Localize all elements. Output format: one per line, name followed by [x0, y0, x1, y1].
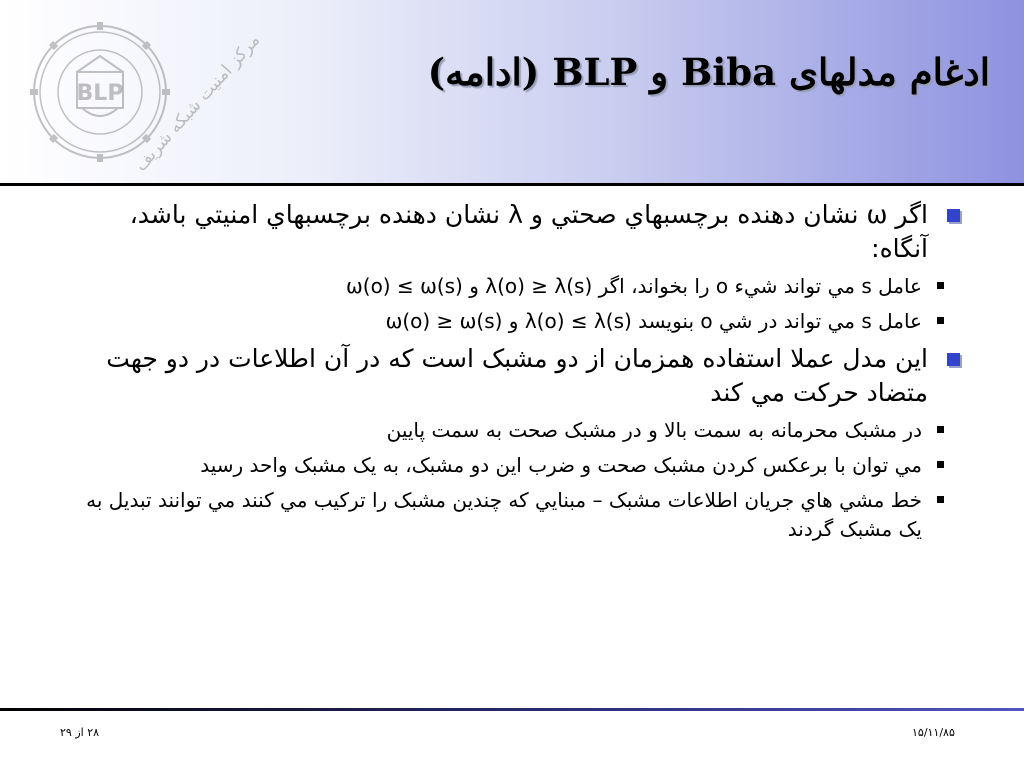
small-square-bullet-icon [937, 461, 944, 468]
sub-bullet-text: عامل s مي تواند شيء o را بخواند، اگر λ(o) ≥ λ(s) و ω(o) ≤ ω(s) [346, 274, 922, 298]
sub-bullet-item [74, 307, 964, 336]
small-square-bullet-icon [937, 282, 944, 289]
bullet-text: اين مدل عملا استفاده همزمان از دو مشبک است که در آن اطلاعات در دو جهت متضاد حرکت مي کند [106, 344, 928, 407]
sub-bullet-text: خط مشي هاي جريان اطلاعات مشبک – مبنايي که چندين مشبک را ترکيب مي کنند مي توانند تبديل به يک مشبک گردند [86, 488, 922, 541]
footer-page-number: ۲۸ از ۲۹ [60, 726, 100, 739]
header-divider [0, 183, 1024, 186]
bullet-text: اگر ω نشان دهنده برچسبهاي صحتي و λ نشان دهنده برچسبهاي امنيتي باشد، آنگاه: [129, 200, 928, 263]
square-bullet-icon [947, 209, 960, 222]
bullet-item [74, 198, 964, 266]
sub-bullet-item [74, 416, 964, 445]
university-seal-logo [22, 12, 265, 182]
sub-bullet-item [74, 486, 964, 544]
footer-date: ۱۵/۱۱/۸۵ [912, 726, 955, 739]
sub-bullet-item [74, 272, 964, 301]
sub-bullet-text: در مشبک محرمانه به سمت بالا و در مشبک صحت به سمت پايين [386, 418, 922, 442]
square-bullet-icon [947, 353, 960, 366]
slide-title: ادغام مدلهای Biba و BLP (ادامه) [427, 50, 990, 94]
svg-text:BLP: BLP [76, 81, 124, 106]
sub-bullet-item [74, 451, 964, 480]
sub-bullet-text: عامل s مي تواند در شي o بنويسد λ(o) ≤ λ(s) و ω(o) ≥ ω(s) [385, 309, 922, 333]
small-square-bullet-icon [937, 317, 944, 324]
slide-body [74, 198, 964, 550]
footer-divider [0, 708, 1024, 711]
bullet-item [74, 342, 964, 410]
sub-bullet-text: مي توان با برعکس کردن مشبک صحت و ضرب اين دو مشبک، به يک مشبک واحد رسيد [200, 453, 922, 477]
logo-text: مرکز امنیت شبکه شریف [130, 30, 265, 176]
small-square-bullet-icon [937, 496, 944, 503]
small-square-bullet-icon [937, 426, 944, 433]
